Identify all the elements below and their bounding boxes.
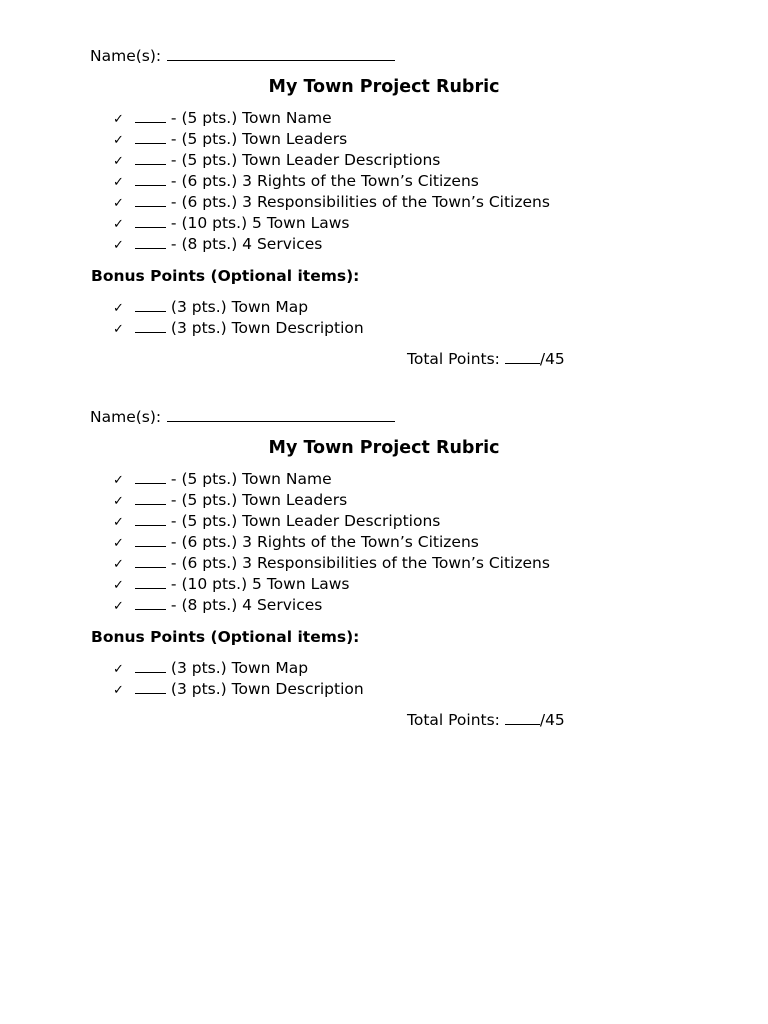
- name-line: [90, 404, 395, 430]
- item-text: - (6 pts.) 3 Rights of the Town’s Citizens: [166, 533, 479, 551]
- total-points: [407, 346, 565, 372]
- score-blank[interactable]: [135, 234, 166, 249]
- checkmark-icon: ✓: [113, 217, 124, 232]
- checkmark-icon: ✓: [113, 322, 124, 337]
- rubric-title: My Town Project Rubric: [268, 438, 500, 458]
- item-text: (3 pts.) Town Map: [166, 659, 309, 677]
- item-text: - (10 pts.) 5 Town Laws: [166, 575, 350, 593]
- item-text: - (8 pts.) 4 Services: [166, 596, 323, 614]
- checkmark-icon: ✓: [113, 238, 124, 253]
- rubric-title: My Town Project Rubric: [268, 77, 500, 97]
- name-blank[interactable]: [167, 404, 395, 422]
- bonus-item: [113, 679, 364, 701]
- total-points: [407, 707, 565, 733]
- score-blank[interactable]: [135, 469, 166, 484]
- bonus-heading: Bonus Points (Optional items):: [91, 267, 360, 285]
- item-text: - (5 pts.) Town Leader Descriptions: [166, 151, 441, 169]
- score-blank[interactable]: [135, 171, 166, 186]
- score-blank[interactable]: [135, 108, 166, 123]
- score-blank[interactable]: [135, 318, 166, 333]
- total-max: /45: [539, 350, 565, 368]
- name-label: Name(s):: [90, 408, 162, 426]
- checkmark-icon: ✓: [113, 175, 124, 190]
- rubric-item: [113, 171, 479, 193]
- checkmark-icon: ✓: [113, 683, 124, 698]
- bonus-item: [113, 318, 364, 340]
- score-blank[interactable]: [135, 595, 166, 610]
- score-blank[interactable]: [135, 532, 166, 547]
- bonus-item: [113, 658, 308, 680]
- rubric-item: [113, 192, 550, 214]
- item-text: (3 pts.) Town Description: [166, 680, 364, 698]
- score-blank[interactable]: [135, 192, 166, 207]
- item-text: - (5 pts.) Town Leaders: [166, 130, 348, 148]
- checkmark-icon: ✓: [113, 578, 124, 593]
- rubric-item: [113, 553, 550, 575]
- rubric-item: [113, 469, 332, 491]
- rubric-item: [113, 511, 440, 533]
- rubric-item: [113, 108, 332, 130]
- checkmark-icon: ✓: [113, 301, 124, 316]
- checkmark-icon: ✓: [113, 557, 124, 572]
- total-blank[interactable]: [505, 348, 540, 364]
- item-text: - (8 pts.) 4 Services: [166, 235, 323, 253]
- item-text: - (6 pts.) 3 Responsibilities of the Town’s Citizens: [166, 554, 550, 572]
- bonus-item: [113, 297, 308, 319]
- name-blank[interactable]: [167, 43, 395, 61]
- rubric-item: [113, 490, 347, 512]
- item-text: - (6 pts.) 3 Responsibilities of the Town’s Citizens: [166, 193, 550, 211]
- score-blank[interactable]: [135, 553, 166, 568]
- rubric-item: [113, 234, 322, 256]
- item-text: - (5 pts.) Town Name: [166, 470, 332, 488]
- total-blank[interactable]: [505, 709, 540, 725]
- score-blank[interactable]: [135, 150, 166, 165]
- item-text: (3 pts.) Town Description: [166, 319, 364, 337]
- score-blank[interactable]: [135, 297, 166, 312]
- score-blank[interactable]: [135, 511, 166, 526]
- checkmark-icon: ✓: [113, 473, 124, 488]
- checkmark-icon: ✓: [113, 662, 124, 677]
- item-text: - (5 pts.) Town Name: [166, 109, 332, 127]
- item-text: - (5 pts.) Town Leader Descriptions: [166, 512, 441, 530]
- checkmark-icon: ✓: [113, 515, 124, 530]
- item-text: - (5 pts.) Town Leaders: [166, 491, 348, 509]
- checkmark-icon: ✓: [113, 494, 124, 509]
- name-line: [90, 43, 395, 69]
- checkmark-icon: ✓: [113, 536, 124, 551]
- total-label: Total Points:: [407, 350, 505, 368]
- rubric-2: [0, 404, 768, 744]
- total-max: /45: [539, 711, 565, 729]
- bonus-heading: Bonus Points (Optional items):: [91, 628, 360, 646]
- item-text: (3 pts.) Town Map: [166, 298, 309, 316]
- rubric-item: [113, 595, 322, 617]
- score-blank[interactable]: [135, 213, 166, 228]
- total-label: Total Points:: [407, 711, 505, 729]
- score-blank[interactable]: [135, 490, 166, 505]
- checkmark-icon: ✓: [113, 196, 124, 211]
- item-text: - (6 pts.) 3 Rights of the Town’s Citizens: [166, 172, 479, 190]
- checkmark-icon: ✓: [113, 133, 124, 148]
- item-text: - (10 pts.) 5 Town Laws: [166, 214, 350, 232]
- rubric-1: [0, 43, 768, 383]
- score-blank[interactable]: [135, 679, 166, 694]
- rubric-item: [113, 150, 440, 172]
- score-blank[interactable]: [135, 574, 166, 589]
- rubric-item: [113, 574, 349, 596]
- checkmark-icon: ✓: [113, 599, 124, 614]
- rubric-item: [113, 213, 349, 235]
- checkmark-icon: ✓: [113, 112, 124, 127]
- name-label: Name(s):: [90, 47, 162, 65]
- score-blank[interactable]: [135, 129, 166, 144]
- checkmark-icon: ✓: [113, 154, 124, 169]
- rubric-item: [113, 129, 347, 151]
- score-blank[interactable]: [135, 658, 166, 673]
- rubric-item: [113, 532, 479, 554]
